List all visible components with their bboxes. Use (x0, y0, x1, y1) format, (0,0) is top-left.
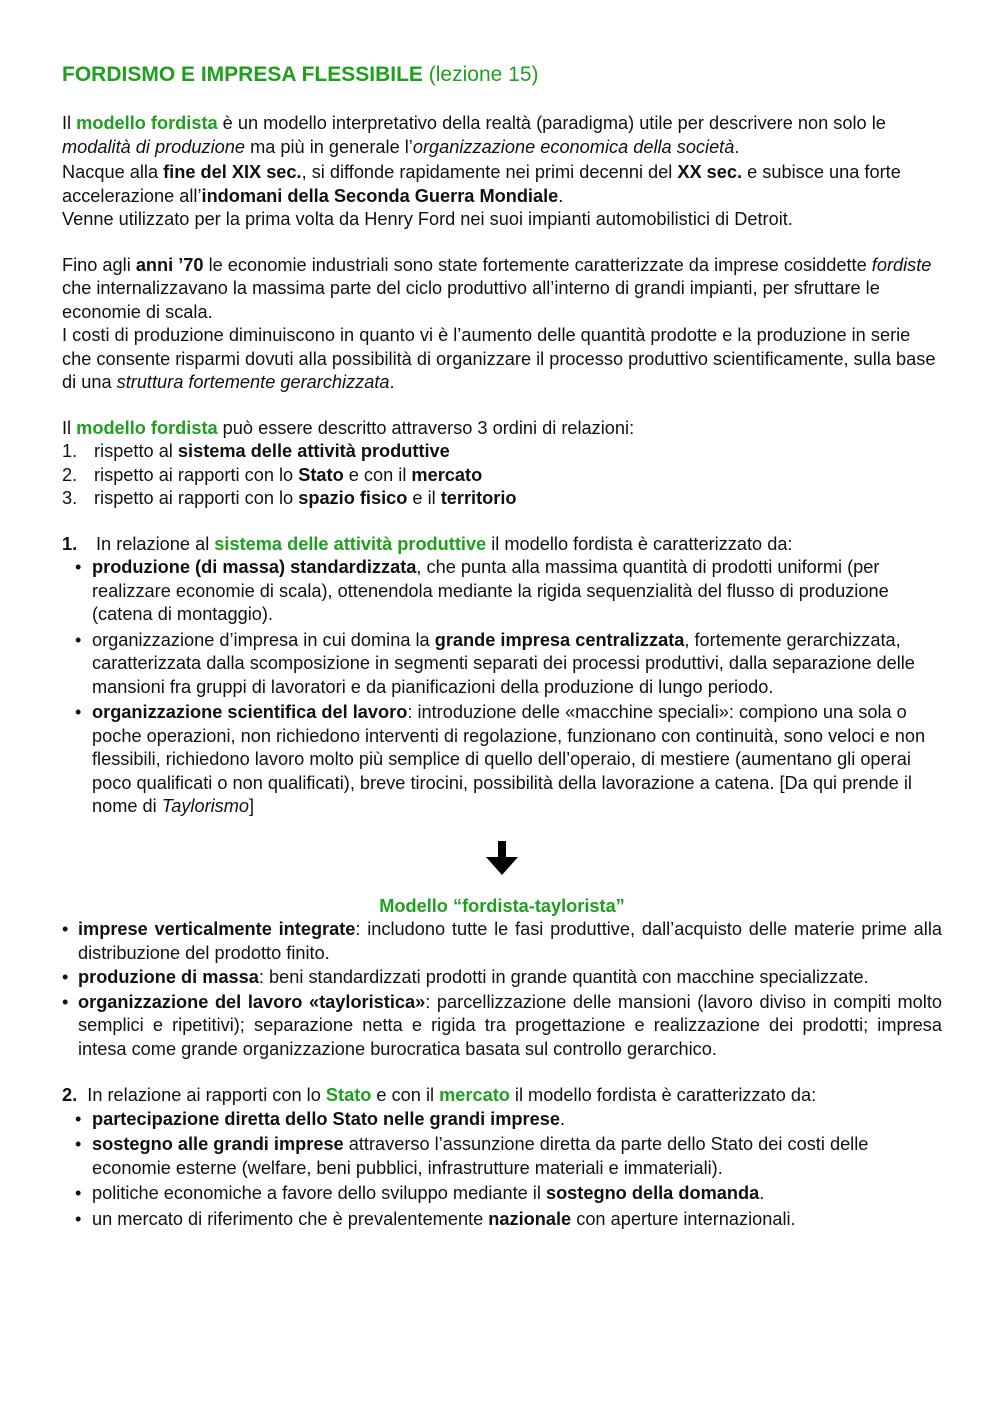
list-item: • politiche economiche a favore dello sviluppo mediante il sostegno della domanda. (62, 1182, 942, 1206)
bullet-icon: • (75, 1134, 82, 1154)
relazioni-list (62, 440, 942, 511)
page-title (62, 60, 942, 90)
section-1-bullets (62, 556, 942, 819)
bullet-icon: • (75, 702, 82, 722)
list-item: • un mercato di riferimento che è prevalentemente nazionale con aperture internazionali. (62, 1208, 942, 1232)
list-item: • produzione (di massa) standardizzata, che punta alla massima quantità di prodotti uniformi (per realizzare economie di scala), ottenendola mediante la rigida sequenzialità del flusso di produzione (catena di montaggio). (75, 557, 889, 624)
bullet-icon: • (62, 967, 69, 987)
list-item: • partecipazione diretta dello Stato nelle grandi imprese. (62, 1108, 942, 1132)
intro-paragraph-2: Nacque alla fine del XIX sec., si diffonde rapidamente nei primi decenni del XX sec. e subisce una forte accelerazione all’indomani della Seconda Guerra Mondiale. (62, 162, 901, 206)
intro-paragraph-3: Venne utilizzato per la prima volta da Henry Ford nei suoi impianti automobilistici di Detroit. (62, 209, 793, 229)
bullet-icon: • (75, 629, 82, 650)
modello-heading: Modello “fordista-taylorista” (379, 895, 625, 916)
list-item: • produzione di massa: beni standardizzati prodotti in grande quantità con macchine specializzate. (62, 966, 942, 990)
document-page (62, 60, 942, 1233)
list-item: 3. rispetto ai rapporti con lo spazio fisico e il territorio (62, 488, 517, 508)
section-2-bullets (62, 1108, 942, 1232)
list-item: 2. rispetto ai rapporti con lo Stato e con il mercato (62, 464, 483, 485)
section-2-heading: 2. In relazione ai rapporti con lo Stato e con il mercato il modello fordista è caratterizzato da: (62, 1085, 817, 1105)
bullet-icon: • (62, 919, 69, 939)
bullet-icon: • (75, 557, 82, 577)
term-modello-fordista: modello fordista (76, 113, 218, 133)
arrow-down-icon (62, 841, 942, 877)
bullet-icon: • (75, 1208, 82, 1229)
list-item: • sostegno alle grandi imprese attraverso l’assunzione diretta da parte dello Stato dei costi delle economie esterne (welfare, beni pubblici, infrastrutture materiali e immateriali). (75, 1134, 869, 1178)
title-sub: (lezione 15) (428, 63, 539, 86)
bullet-icon: • (75, 1108, 82, 1129)
modello-bullets (62, 918, 942, 1061)
bullet-icon: • (62, 991, 69, 1012)
anni70-paragraph-1: Fino agli anni ’70 le economie industriali sono state fortemente caratterizzate da imprese cosiddette fordiste che internalizzavano la massima parte del ciclo produttivo all’interno di grandi impianti, per sfruttare le economie di scala. (62, 254, 932, 322)
list-item: • organizzazione d’impresa in cui domina la grande impresa centralizzata, fortemente gerarchizzata, caratterizzata dalla scomposizione in segmenti separati dei processi produttivi, dalla separazione delle mansioni fra gruppi di lavoratori e da pianificazioni della produzione di lungo periodo. (75, 629, 915, 697)
list-item: 1. rispetto al sistema delle attività produttive (62, 441, 450, 461)
relazioni-intro: Il modello fordista può essere descritto attraverso 3 ordini di relazioni: (62, 417, 635, 438)
list-item: • organizzazione scientifica del lavoro: introduzione delle «macchine speciali»: compiono una sola o poche operazioni, non richiedono interventi di regolazione, funzionano con continuità, sono veloci e non flessibili, richiedono lavoro molto più semplice di quello dell’operaio, di mestiere (aumentano gli operai poco qualificati o non qualificati), breve tirocini, possibilità della lavorazione a catena. [Da qui prende il nome di Taylorismo] (75, 702, 926, 816)
title-main: FORDISMO E IMPRESA FLESSIBILE (62, 63, 423, 86)
list-item: • imprese verticalmente integrate: includono tutte le fasi produttive, dall’acquisto delle materie prime alla distribuzione del prodotto finito. (62, 919, 942, 963)
anni70-paragraph-2: I costi di produzione diminuiscono in quanto vi è l’aumento delle quantità prodotte e la produzione in serie che consente risparmi dovuti alla possibilità di organizzare il processo produttivo scientificamente, sulla base di una struttura fortemente gerarchizzata. (62, 325, 936, 392)
section-1-heading: 1. In relazione al sistema delle attività produttive il modello fordista è caratterizzato da: (62, 533, 793, 554)
intro-paragraph-1: Il modello fordista è un modello interpretativo della realtà (paradigma) utile per descrivere non solo le modalità di produzione ma più in generale l’organizzazione economica della società. (62, 113, 886, 157)
list-item: • organizzazione del lavoro «tayloristica»: parcellizzazione delle mansioni (lavoro diviso in compiti molto semplici e ripetitivi); separazione netta e rigida tra progettazione e realizzazione dei prodotti; impresa intesa come grande organizzazione burocratica basata sul controllo gerarchico. (62, 991, 942, 1059)
bullet-icon: • (75, 1183, 82, 1203)
